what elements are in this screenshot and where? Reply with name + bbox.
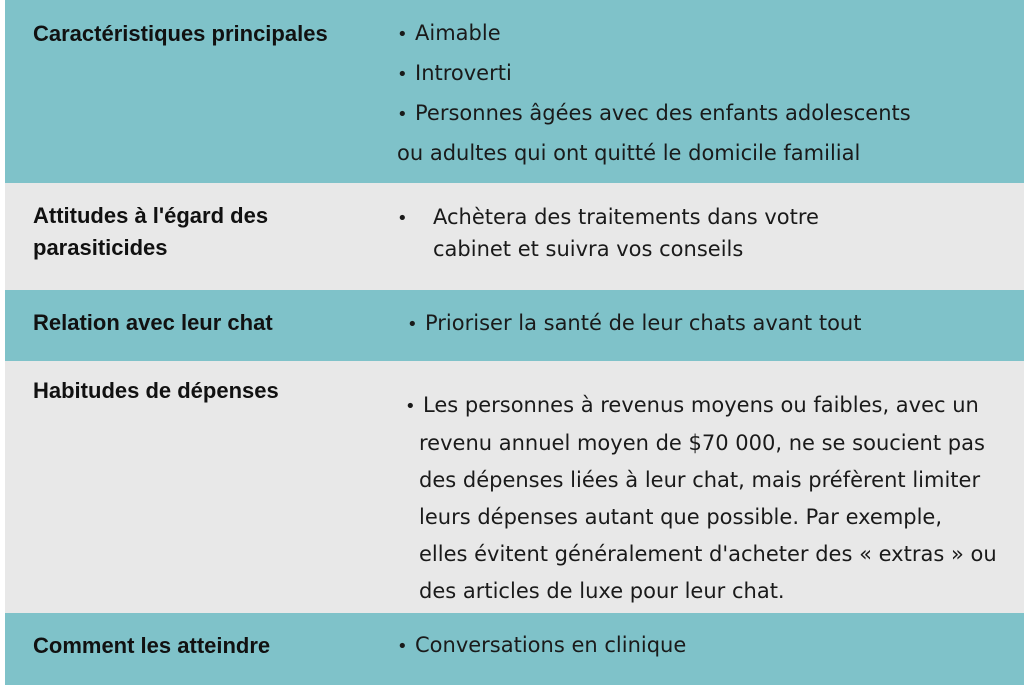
row-label: Attitudes à l'égard des parasiticides bbox=[33, 203, 269, 260]
list-item: • Introverti bbox=[397, 54, 911, 94]
bullet-icon: • bbox=[397, 208, 408, 229]
list-item: • Les personnes à revenus moyens ou faibles, avec un bbox=[405, 387, 997, 425]
list-item: • Aimable bbox=[397, 14, 911, 54]
row-label: Caractéristiques principales bbox=[33, 21, 328, 46]
list-item-continuation: ou adultes qui ont quitté le domicile familial bbox=[397, 141, 861, 165]
list-item: • Personnes âgées avec des enfants adolescents bbox=[397, 94, 911, 134]
row-content: • Les personnes à revenus moyens ou faibles, avec un revenu annuel moyen de $70 000, ne se soucient pas des dépenses liées à leur chat, mais préfèrent limiter leurs dépenses autant que possible. Par exemple, elles évitent généralement d'acheter des « extras » ou des articles de luxe pour leur chat. bbox=[405, 387, 997, 610]
row-habitudes bbox=[5, 361, 1024, 613]
list-item: • Conversations en clinique bbox=[397, 628, 686, 664]
row-content bbox=[397, 628, 686, 664]
row-attitudes bbox=[5, 183, 1024, 290]
bullet-icon: • bbox=[397, 104, 408, 125]
bullet-icon: • bbox=[407, 314, 418, 335]
list-item: • Prioriser la santé de leur chats avant tout bbox=[407, 307, 861, 341]
list-item: • Achètera des traitements dans votre bbox=[397, 202, 819, 234]
bullet-icon: • bbox=[405, 396, 416, 417]
row-content bbox=[407, 307, 861, 341]
bullet-icon: • bbox=[397, 64, 408, 85]
row-content: • Achètera des traitements dans votre cabinet et suivra vos conseils bbox=[397, 202, 819, 265]
row-caracteristiques bbox=[5, 0, 1024, 183]
row-atteindre bbox=[5, 613, 1024, 685]
row-content bbox=[397, 14, 911, 173]
row-label: Relation avec leur chat bbox=[33, 310, 273, 335]
persona-table bbox=[5, 0, 1024, 685]
row-label: Habitudes de dépenses bbox=[33, 378, 279, 403]
row-label: Comment les atteindre bbox=[33, 633, 271, 658]
row-relation bbox=[5, 290, 1024, 361]
bullet-icon: • bbox=[397, 24, 408, 45]
bullet-icon: • bbox=[397, 636, 408, 657]
